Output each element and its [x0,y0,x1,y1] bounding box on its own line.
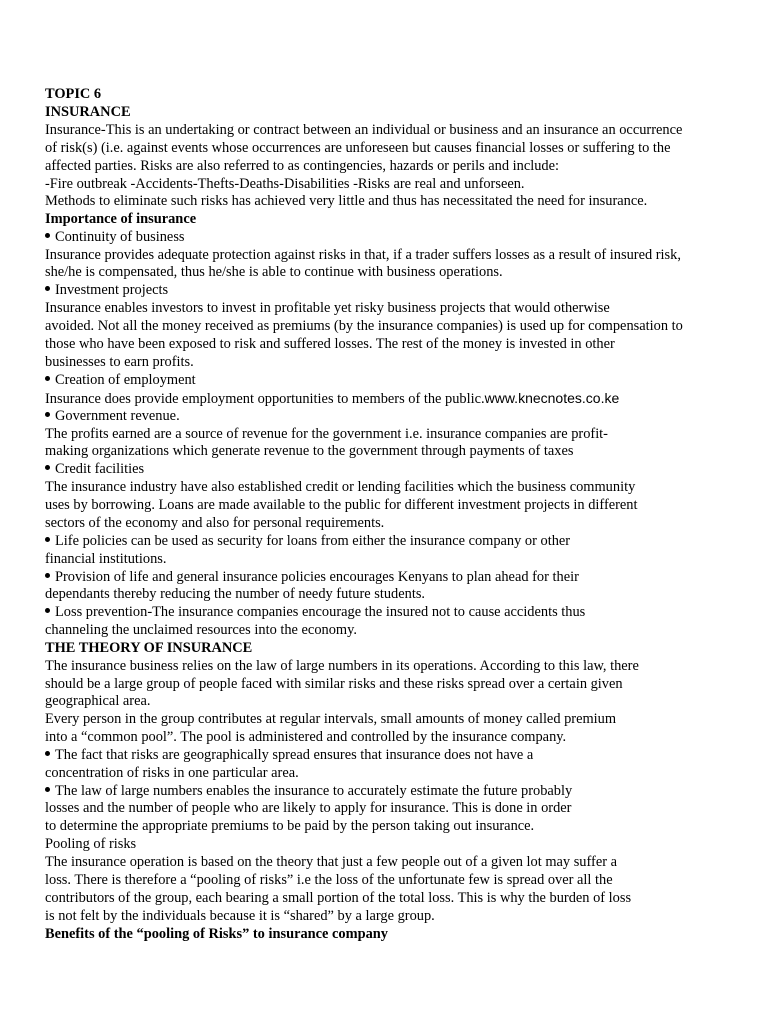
body-line: should be a large group of people faced with similar risks and these risks spread over a certain given [45,676,623,692]
bullet-icon [45,751,50,756]
body-line: dependants thereby reducing the number of needy future students. [45,586,426,602]
bullet-icon [45,465,50,470]
bullet-label: The fact that risks are geographically spread ensures that insurance does not have a [55,747,534,763]
bullet-icon [45,412,50,417]
body-line: Every person in the group contributes at regular intervals, small amounts of money called premium [45,711,617,727]
bullet-icon [45,608,50,613]
body-line: geographical area. [45,693,151,709]
body-line: The insurance operation is based on the theory that just a few people out of a given lot may suffer a [45,854,617,870]
body-line [45,390,619,407]
body-line: The profits earned are a source of revenue for the government i.e. insurance companies are profit- [45,426,608,442]
bullet-icon [45,233,50,238]
bullet-item [45,372,196,389]
bullet-icon [45,537,50,542]
body-line: sectors of the economy and also for personal requirements. [45,515,385,531]
body-line: loss. There is therefore a “pooling of risks” i.e the loss of the unfortunate few is spread over all the [45,872,613,888]
website-watermark: www.knecnotes.co.ke [484,390,620,406]
body-line: The insurance industry have also established credit or lending facilities which the business community [45,479,636,495]
bullet-label: Investment projects [55,282,169,298]
body-line: making organizations which generate revenue to the government through payments of taxes [45,443,574,459]
body-line: avoided. Not all the money received as premiums (by the insurance companies) is used up for compensation to [45,318,683,334]
bullet-icon [45,286,50,291]
body-line: those who have been exposed to risk and suffered losses. The rest of the money is invested in other [45,336,615,352]
bullet-label: Loss prevention-The insurance companies encourage the insured not to cause accidents thus [55,604,586,620]
bullet-item [45,461,144,478]
intro-line: of risk(s) (i.e. against events whose occurrences are unforeseen but causes financial losses or suffering to the [45,140,671,156]
body-line: contributors of the group, each bearing a small portion of the total loss. This is why the burden of loss [45,890,632,906]
bullet-item [45,747,533,764]
bullet-item [45,229,185,246]
bullet-label: Continuity of business [55,229,185,245]
body-line: channeling the unclaimed resources into the economy. [45,622,357,638]
bullet-item [45,408,180,425]
section-heading-benefits: Benefits of the “pooling of Risks” to insurance company [45,926,388,942]
body-line: Insurance enables investors to invest in profitable yet risky business projects that would otherwise [45,300,610,316]
section-heading-pooling: Pooling of risks [45,836,137,852]
body-line: uses by borrowing. Loans are made available to the public for different investment projects in different [45,497,638,513]
body-line: concentration of risks in one particular area. [45,765,299,781]
bullet-label: Creation of employment [55,372,196,388]
bullet-label: Life policies can be used as security for loans from either the insurance company or other [55,533,571,549]
section-heading-importance: Importance of insurance [45,211,197,227]
body-line: she/he is compensated, thus he/she is able to continue with business operations. [45,264,503,280]
intro-line: Insurance-This is an undertaking or contract between an individual or business and an insurance an occurrence [45,122,683,138]
body-line: financial institutions. [45,551,167,567]
bullet-item [45,533,570,550]
topic-heading: TOPIC 6 [45,86,102,102]
bullet-item [45,604,585,621]
bullet-icon [45,787,50,792]
bullet-label: Government revenue. [55,408,180,424]
bullet-item [45,569,579,586]
bullet-item [45,783,572,800]
body-line: Insurance provides adequate protection against risks in that, if a trader suffers losses as a result of insured risk, [45,247,681,263]
page-title: INSURANCE [45,104,131,120]
body-text: Insurance does provide employment opportunities to members of the public. [45,391,485,407]
bullet-label: Credit facilities [55,461,145,477]
body-line: losses and the number of people who are likely to apply for insurance. This is done in order [45,800,572,816]
body-line: is not felt by the individuals because it is “shared” by a large group. [45,908,435,924]
body-line: businesses to earn profits. [45,354,194,370]
body-line: The insurance business relies on the law of large numbers in its operations. According to this law, there [45,658,639,674]
bullet-icon [45,376,50,381]
intro-line: -Fire outbreak -Accidents-Thefts-Deaths-Disabilities -Risks are real and unforseen. [45,176,525,192]
section-heading-theory: THE THEORY OF INSURANCE [45,640,253,656]
body-line: to determine the appropriate premiums to be paid by the person taking out insurance. [45,818,535,834]
bullet-item [45,282,168,299]
bullet-label: The law of large numbers enables the insurance to accurately estimate the future probably [55,783,573,799]
intro-line: Methods to eliminate such risks has achieved very little and thus has necessitated the need for insurance. [45,193,648,209]
intro-line: affected parties. Risks are also referred to as contingencies, hazards or perils and include: [45,158,559,174]
bullet-label: Provision of life and general insurance policies encourages Kenyans to plan ahead for their [55,569,579,585]
body-line: into a “common pool”. The pool is administered and controlled by the insurance company. [45,729,567,745]
bullet-icon [45,573,50,578]
